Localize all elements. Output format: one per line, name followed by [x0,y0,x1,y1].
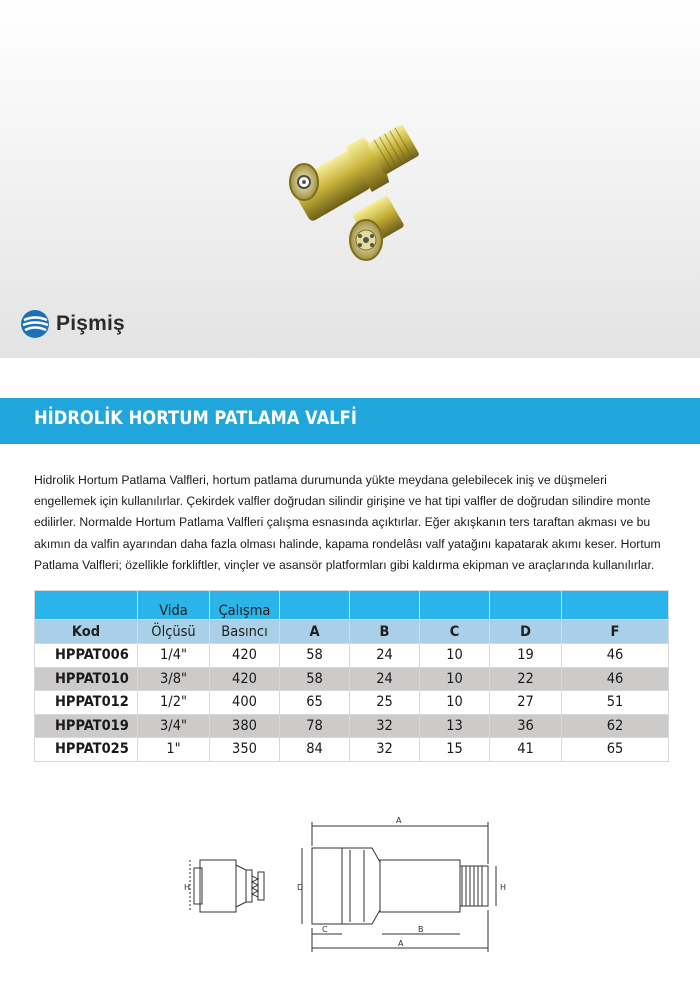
header-cell [350,591,420,620]
product-code-cell: HPPAT010 [35,667,138,691]
header-cell [35,591,138,620]
header-cell: C [420,620,490,644]
table-cell: 58 [280,667,350,691]
table-header-top [35,591,669,620]
header-cell [490,591,562,620]
header-cell: F [562,620,669,644]
dim-label-a-top: A [396,816,402,825]
dim-label-d: D [297,883,304,892]
product-code-cell: HPPAT025 [35,738,138,762]
table-cell: 36 [490,714,562,738]
dim-label-a-bottom: A [398,939,404,948]
header-cell-kod: Kod [35,620,138,644]
table-cell: 1" [138,738,210,762]
brand-logo [20,309,125,339]
product-photo [270,90,430,280]
table-cell: 32 [350,738,420,762]
header-cell [280,591,350,620]
header-cell: A [280,620,350,644]
product-code-cell: HPPAT006 [35,644,138,668]
table-cell: 3/4" [138,714,210,738]
table-cell: 1/4" [138,644,210,668]
dim-label-b: B [418,925,424,934]
table-cell: 10 [420,667,490,691]
table-cell: 62 [562,714,669,738]
table-cell: 420 [210,644,280,668]
table-cell: 41 [490,738,562,762]
header-cell [420,591,490,620]
table-cell: 25 [350,691,420,715]
table-cell: 22 [490,667,562,691]
table-cell: 1/2" [138,691,210,715]
table-cell: 84 [280,738,350,762]
title-bar [0,398,700,444]
dim-label-h-right: H [500,883,507,892]
table-cell: 420 [210,667,280,691]
table-row [35,714,669,738]
table-cell: 46 [562,644,669,668]
header-cell: Vida [138,591,210,620]
table-cell: 380 [210,714,280,738]
table-cell: 3/8" [138,667,210,691]
table-cell: 65 [562,738,669,762]
table-row [35,644,669,668]
header-cell: Basıncı [210,620,280,644]
table-row [35,738,669,762]
table-cell: 58 [280,644,350,668]
table-row [35,691,669,715]
table-cell: 19 [490,644,562,668]
header-cell: Çalışma [210,591,280,620]
table-cell: 10 [420,644,490,668]
description-text: Hidrolik Hortum Patlama Valfleri, hortum patlama durumunda yükte meydana gelebilecek iniş ve düşmeleri engellemek için kullanılırlar. Çekirdek valfler doğrudan silindir girişine ve hat tipi valfler de doğrudan silindire monte edilirler. Normalde Hortum Patlama Valfleri çalışma esnasında açıktırlar. Eğer akışkanın ters taraftan akması ve bu akımın da valfin ayarından daha fazla olması halinde, kapama rondelâsı valf yatağını kapatarak akımı keser. Hortum Patlama Valfleri; özellikle forkliftler, vinçler ve asansör platformları gibi kaldırma ekipman ve araçlarında kullanılırlar. [34,473,661,572]
dim-label-c: C [322,925,328,934]
technical-drawing [150,810,550,960]
table-cell: 10 [420,691,490,715]
table-cell: 24 [350,667,420,691]
core-valve-body [200,860,236,912]
table-cell: 65 [280,691,350,715]
page-title: HİDROLİK HORTUM PATLAMA VALFİ [34,407,357,429]
table-cell: 27 [490,691,562,715]
table-cell: 13 [420,714,490,738]
header-cell: Ölçüsü [138,620,210,644]
spec-table [34,590,669,762]
header-cell [562,591,669,620]
table-cell: 24 [350,644,420,668]
header-cell: B [350,620,420,644]
table-header-bottom [35,620,669,644]
product-code-cell: HPPAT019 [35,714,138,738]
table-cell: 350 [210,738,280,762]
dim-label-h-left: H [184,883,191,892]
table-cell: 32 [350,714,420,738]
header-cell: D [490,620,562,644]
table-cell: 46 [562,667,669,691]
table-row [35,667,669,691]
table-cell: 15 [420,738,490,762]
hero-banner [0,0,700,358]
table-cell: 78 [280,714,350,738]
brand-mark-icon [20,309,50,339]
product-code-cell: HPPAT012 [35,691,138,715]
table-cell: 51 [562,691,669,715]
table-cell: 400 [210,691,280,715]
brand-name: Pişmiş [56,312,125,335]
